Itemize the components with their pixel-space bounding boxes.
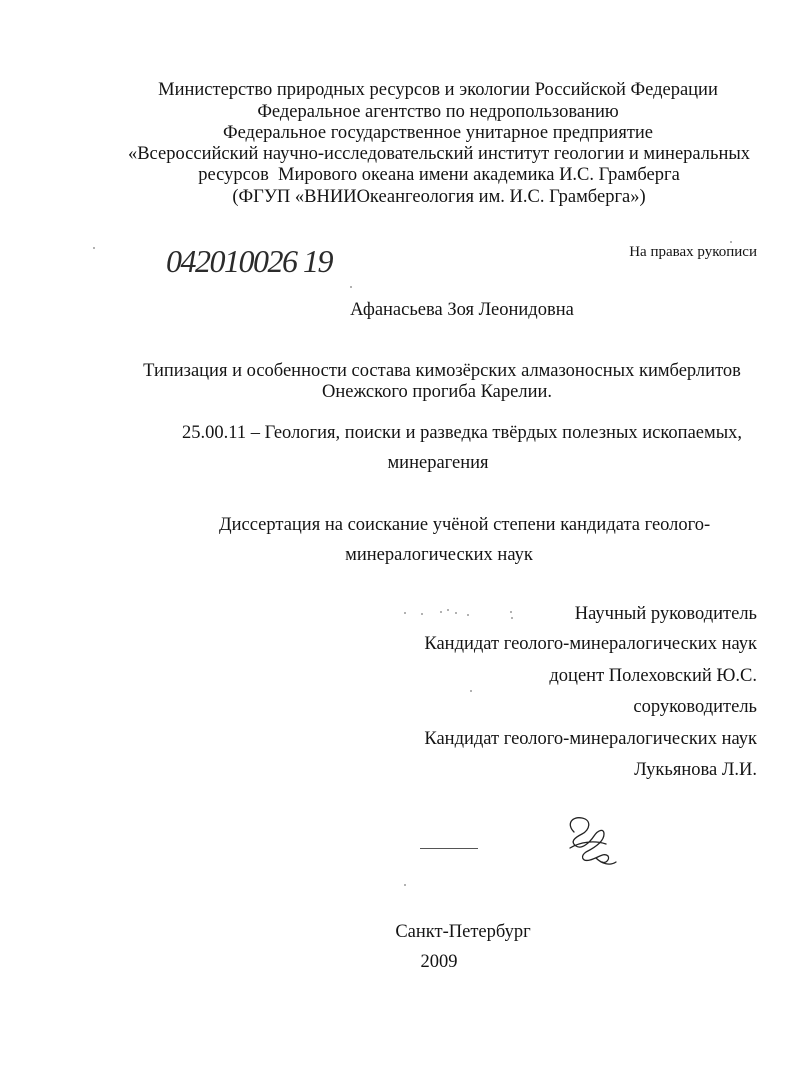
author-name: Афанасьева Зоя Леонидовна (350, 300, 574, 320)
signature-line (420, 848, 478, 849)
registration-number: 042010026 19 (166, 243, 332, 279)
scan-speck (440, 611, 442, 613)
year: 2009 (420, 952, 458, 972)
scan-speck (455, 612, 457, 614)
header-institute-line-1: «Всероссийский научно-исследовательский институт геологии и минеральных (127, 144, 751, 164)
co-supervisor-degree: Кандидат геолого-минералогических наук (424, 729, 757, 749)
specialty-line-1: 25.00.11 – Геология, поиски и разведка твёрдых полезных ископаемых, (182, 423, 743, 443)
co-supervisor-name: Лукьянова Л.И. (634, 760, 757, 780)
supervisor-role: Научный руководитель (574, 604, 757, 624)
scan-speck (404, 612, 406, 614)
signature (560, 812, 620, 870)
header-ministry: Министерство природных ресурсов и экологии Российской Федерации (158, 80, 718, 100)
degree-line-1: Диссертация на соискание учёной степени кандидата геолого- (219, 515, 711, 535)
supervisor-name: доцент Полеховский Ю.С. (549, 666, 757, 686)
city: Санкт-Петербург (395, 922, 531, 942)
scan-speck (421, 613, 423, 615)
header-institute-line-2: ресурсов Мирового океана имени академика И.С. Грамберга (198, 165, 680, 185)
dissertation-title-line-1: Типизация и особенности состава кимозёрских алмазоносных кимберлитов (143, 361, 741, 381)
degree-line-2: минералогических наук (345, 545, 533, 565)
scan-speck (730, 241, 732, 243)
co-supervisor-role: соруководитель (633, 697, 757, 717)
dissertation-title-line-2: Онежского прогиба Карелии. (322, 382, 552, 402)
scan-speck (470, 690, 472, 692)
manuscript-note: На правах рукописи (629, 244, 757, 260)
supervisor-degree: Кандидат геолого-минералогических наук (424, 634, 757, 654)
header-enterprise-type: Федеральное государственное унитарное предприятие (222, 123, 654, 143)
scan-speck (350, 286, 352, 288)
scan-speck (510, 611, 512, 613)
specialty-line-2: минерагения (387, 453, 489, 473)
scan-speck (467, 614, 469, 616)
scan-speck (404, 884, 406, 886)
scan-speck (93, 247, 95, 249)
scan-speck (511, 617, 513, 619)
header-agency: Федеральное агентство по недропользованию (257, 102, 619, 122)
header-institute-abbreviation: (ФГУП «ВНИИОкеангеология им. И.С. Грамберга») (232, 187, 646, 207)
scan-speck (447, 609, 449, 611)
